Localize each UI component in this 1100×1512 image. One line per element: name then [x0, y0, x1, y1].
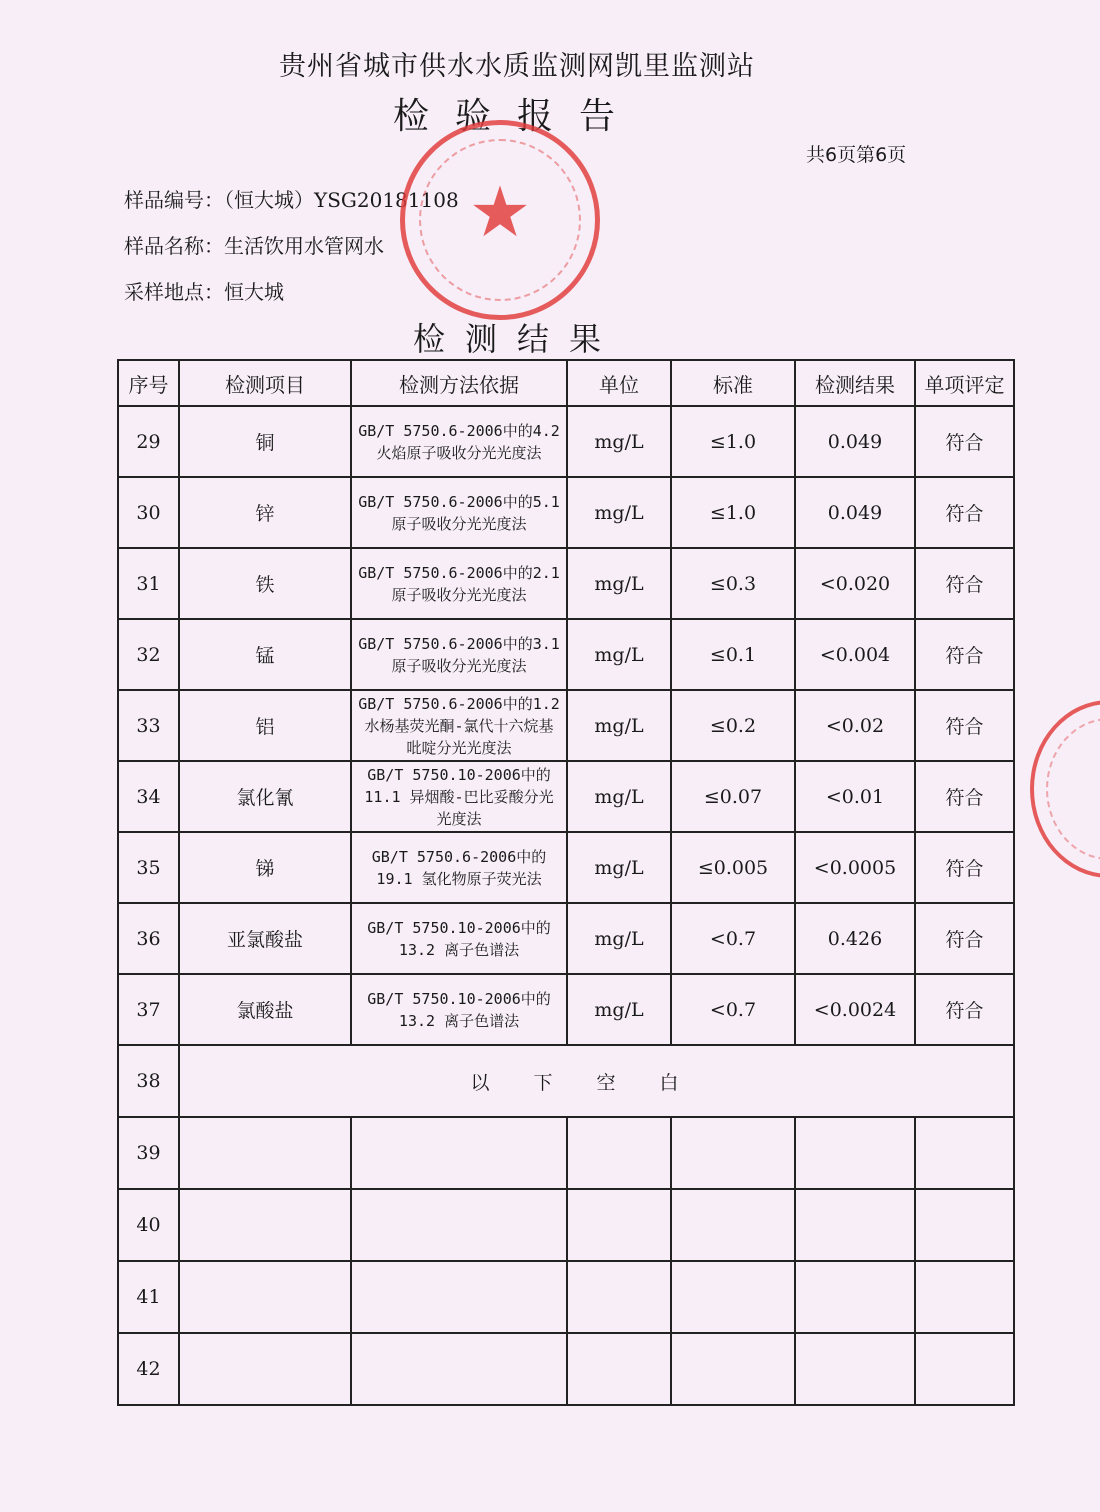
cell-unit: mg/L — [567, 974, 671, 1045]
cell-result: 0.049 — [795, 477, 915, 548]
cell-result: <0.0024 — [795, 974, 915, 1045]
cell-verdict: 符合 — [915, 406, 1014, 477]
empty-cell — [179, 1333, 351, 1405]
header-no: 序号 — [118, 360, 179, 406]
cell-standard: ≤0.3 — [671, 548, 795, 619]
empty-cell — [351, 1189, 567, 1261]
table-row — [118, 761, 1014, 832]
cell-verdict: 符合 — [915, 619, 1014, 690]
blank-note-row — [118, 1045, 1014, 1117]
cell-unit: mg/L — [567, 548, 671, 619]
cell-method: GB/T 5750.6-2006中的3.1 原子吸收分光光度法 — [351, 619, 567, 690]
cell-unit: mg/L — [567, 903, 671, 974]
empty-cell — [351, 1261, 567, 1333]
table-row — [118, 477, 1014, 548]
cell-standard: ≤0.2 — [671, 690, 795, 761]
cell-method: GB/T 5750.10-2006中的11.1 异烟酸-巴比妥酸分光光度法 — [351, 761, 567, 832]
empty-cell — [671, 1261, 795, 1333]
cell-method: GB/T 5750.10-2006中的13.2 离子色谱法 — [351, 903, 567, 974]
cell-item: 铁 — [179, 548, 351, 619]
sample-name-label: 样品名称： — [124, 234, 224, 258]
cell-no: 29 — [118, 406, 179, 477]
cell-result: <0.02 — [795, 690, 915, 761]
header-result: 检测结果 — [795, 360, 915, 406]
empty-row — [118, 1333, 1014, 1405]
empty-cell — [795, 1261, 915, 1333]
cell-verdict: 符合 — [915, 974, 1014, 1045]
cell-method: GB/T 5750.10-2006中的13.2 离子色谱法 — [351, 974, 567, 1045]
sample-name-row — [124, 230, 384, 259]
cell-result: 0.426 — [795, 903, 915, 974]
header-standard: 标准 — [671, 360, 795, 406]
official-seal — [400, 120, 600, 320]
cell-no: 41 — [118, 1261, 179, 1333]
empty-cell — [351, 1117, 567, 1189]
header-item: 检测项目 — [179, 360, 351, 406]
cell-unit: mg/L — [567, 832, 671, 903]
sample-id-value: （恒大城）YSG20181108 — [224, 188, 459, 212]
cell-no: 31 — [118, 548, 179, 619]
cell-method: GB/T 5750.6-2006中的1.2 水杨基荧光酮-氯代十六烷基吡啶分光光度法 — [351, 690, 567, 761]
empty-cell — [915, 1189, 1014, 1261]
sample-location-value: 恒大城 — [224, 280, 284, 304]
empty-cell — [671, 1117, 795, 1189]
cell-result: <0.020 — [795, 548, 915, 619]
cell-verdict: 符合 — [915, 761, 1014, 832]
cell-standard: ≤1.0 — [671, 477, 795, 548]
empty-row — [118, 1117, 1014, 1189]
cell-no: 36 — [118, 903, 179, 974]
cell-verdict: 符合 — [915, 832, 1014, 903]
header-method: 检测方法依据 — [351, 360, 567, 406]
empty-cell — [567, 1333, 671, 1405]
cell-unit: mg/L — [567, 406, 671, 477]
cell-standard: ≤0.07 — [671, 761, 795, 832]
cell-item: 锌 — [179, 477, 351, 548]
cell-item: 锑 — [179, 832, 351, 903]
empty-cell — [567, 1261, 671, 1333]
cell-verdict: 符合 — [915, 477, 1014, 548]
cell-verdict: 符合 — [915, 903, 1014, 974]
table-row — [118, 903, 1014, 974]
cell-no: 40 — [118, 1189, 179, 1261]
cell-standard: ≤0.005 — [671, 832, 795, 903]
empty-cell — [915, 1261, 1014, 1333]
section-title: 检测结果 — [412, 320, 621, 358]
cell-result: <0.0005 — [795, 832, 915, 903]
table-row — [118, 619, 1014, 690]
sample-location-label: 采样地点： — [124, 280, 224, 304]
empty-cell — [795, 1189, 915, 1261]
empty-cell — [915, 1117, 1014, 1189]
empty-row — [118, 1189, 1014, 1261]
empty-cell — [179, 1189, 351, 1261]
page-count: 共6页第6页 — [806, 144, 907, 166]
cell-unit: mg/L — [567, 477, 671, 548]
empty-cell — [351, 1333, 567, 1405]
cell-item: 铝 — [179, 690, 351, 761]
cell-no: 38 — [118, 1045, 179, 1117]
blank-note-text: 以下空白 — [179, 1045, 1014, 1117]
table-row — [118, 690, 1014, 761]
report-title: 检验报告 — [392, 96, 641, 137]
cell-standard: ≤0.1 — [671, 619, 795, 690]
cell-unit: mg/L — [567, 761, 671, 832]
cell-no: 34 — [118, 761, 179, 832]
empty-cell — [179, 1117, 351, 1189]
table-row — [118, 832, 1014, 903]
cell-no: 32 — [118, 619, 179, 690]
table-header-row — [118, 360, 1014, 406]
partial-seal — [1030, 700, 1100, 878]
table-row — [118, 548, 1014, 619]
results-table — [117, 359, 1015, 1406]
empty-cell — [795, 1333, 915, 1405]
empty-cell — [567, 1189, 671, 1261]
organization-title: 贵州省城市供水水质监测网凯里监测站 — [279, 51, 755, 82]
cell-item: 铜 — [179, 406, 351, 477]
cell-method: GB/T 5750.6-2006中的5.1 原子吸收分光光度法 — [351, 477, 567, 548]
empty-cell — [671, 1333, 795, 1405]
cell-standard: <0.7 — [671, 974, 795, 1045]
cell-item: 亚氯酸盐 — [179, 903, 351, 974]
cell-method: GB/T 5750.6-2006中的2.1 原子吸收分光光度法 — [351, 548, 567, 619]
cell-result: <0.01 — [795, 761, 915, 832]
empty-cell — [179, 1261, 351, 1333]
empty-cell — [567, 1117, 671, 1189]
star-icon: ★ — [468, 171, 532, 253]
cell-no: 30 — [118, 477, 179, 548]
cell-verdict: 符合 — [915, 690, 1014, 761]
cell-method: GB/T 5750.6-2006中的4.2 火焰原子吸收分光光度法 — [351, 406, 567, 477]
sample-name-value: 生活饮用水管网水 — [224, 234, 384, 258]
seal-inner-ring — [1046, 718, 1100, 860]
cell-result: <0.004 — [795, 619, 915, 690]
cell-verdict: 符合 — [915, 548, 1014, 619]
cell-unit: mg/L — [567, 690, 671, 761]
header-verdict: 单项评定 — [915, 360, 1014, 406]
cell-result: 0.049 — [795, 406, 915, 477]
cell-standard: <0.7 — [671, 903, 795, 974]
cell-item: 氯酸盐 — [179, 974, 351, 1045]
empty-row — [118, 1261, 1014, 1333]
sample-id-label: 样品编号： — [124, 188, 224, 212]
cell-no: 39 — [118, 1117, 179, 1189]
table-row — [118, 974, 1014, 1045]
cell-standard: ≤1.0 — [671, 406, 795, 477]
table-row — [118, 406, 1014, 477]
cell-item: 氯化氰 — [179, 761, 351, 832]
cell-no: 33 — [118, 690, 179, 761]
empty-cell — [915, 1333, 1014, 1405]
sample-location-row — [124, 276, 284, 305]
cell-unit: mg/L — [567, 619, 671, 690]
cell-item: 锰 — [179, 619, 351, 690]
cell-no: 42 — [118, 1333, 179, 1405]
cell-method: GB/T 5750.6-2006中的19.1 氢化物原子荧光法 — [351, 832, 567, 903]
header-unit: 单位 — [567, 360, 671, 406]
cell-no: 37 — [118, 974, 179, 1045]
empty-cell — [671, 1189, 795, 1261]
cell-no: 35 — [118, 832, 179, 903]
empty-cell — [795, 1117, 915, 1189]
